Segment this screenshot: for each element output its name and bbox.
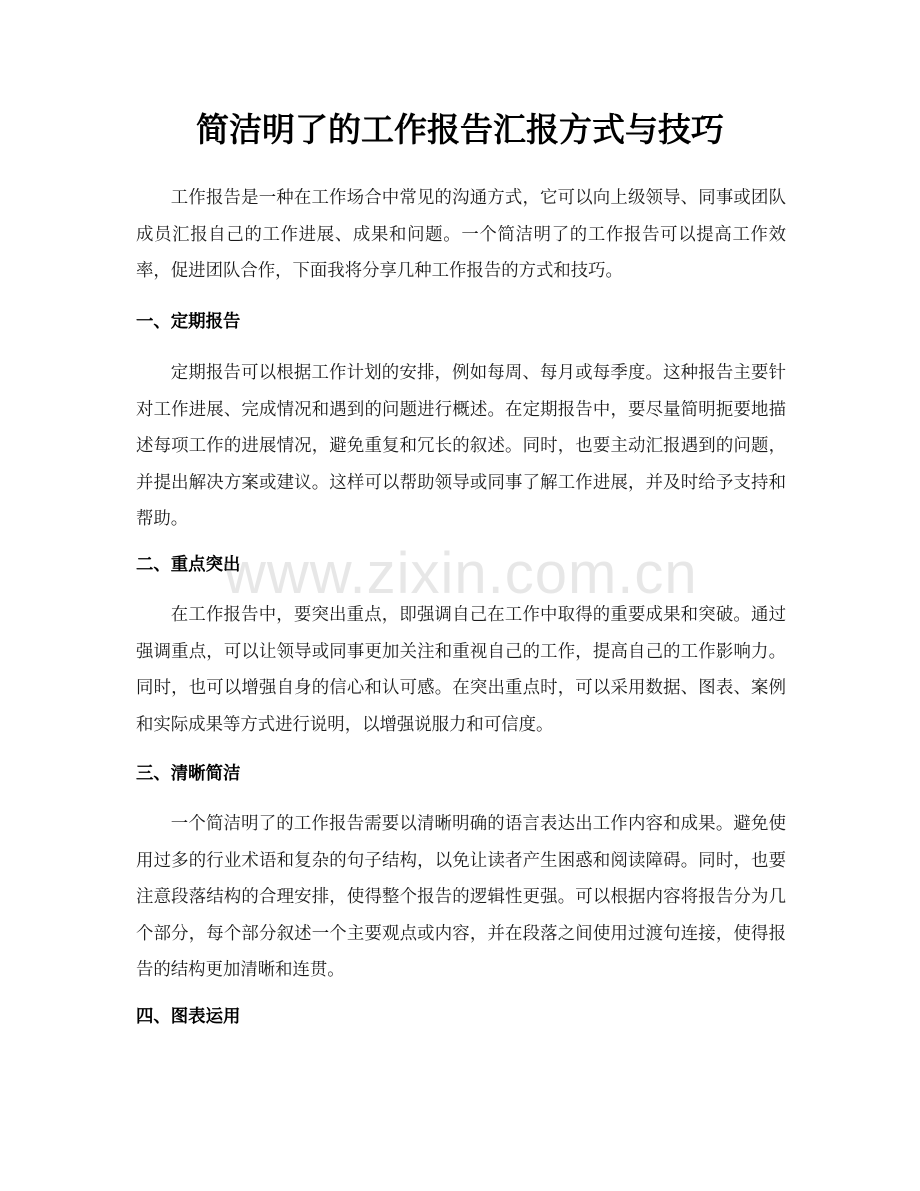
section-heading-2: 二、重点突出: [136, 555, 241, 575]
watermark: www.zixin.com.cn: [224, 541, 698, 606]
section-heading-3: 三、清晰简洁: [136, 764, 241, 784]
section-body-2: 在工作报告中，要突出重点，即强调自己在工作中取得的重要成果和突破。通过强调重点，可以让领导或同事更加关注和重视自己的工作，提高自己的工作影响力。同时，也可以增强自身的信心和认可感。在突出重点时，可以采用数据、图表、案例和实际成果等方式进行说明，以增强说服力和可信度。: [136, 605, 786, 735]
section-body-1: 定期报告可以根据工作计划的安排，例如每周、每月或每季度。这种报告主要针对工作进展、完成情况和遇到的问题进行概述。在定期报告中，要尽量简明扼要地描述每项工作的进展情况，避免重复和冗长的叙述。同时，也要主动汇报遇到的问题，并提出解决方案或建议。这样可以帮助领导或同事了解工作进展，并及时给予支持和帮助。: [136, 363, 786, 529]
section-heading-1: 一、定期报告: [136, 312, 241, 332]
section-body-3: 一个简洁明了的工作报告需要以清晰明确的语言表达出工作内容和成果。避免使用过多的行业术语和复杂的句子结构，以免让读者产生困惑和阅读障碍。同时，也要注意段落结构的合理安排，使得整个报告的逻辑性更强。可以根据内容将报告分为几个部分，每个部分叙述一个主要观点或内容，并在段落之间使用过渡句连接，使得报告的结构更加清晰和连贯。: [136, 814, 786, 980]
section-heading-4: 四、图表运用: [136, 1007, 241, 1027]
page-title: 简洁明了的工作报告汇报方式与技巧: [196, 110, 724, 149]
intro-paragraph: 工作报告是一种在工作场合中常见的沟通方式，它可以向上级领导、同事或团队成员汇报自己的工作进展、成果和问题。一个简洁明了的工作报告可以提高工作效率，促进团队合作，下面我将分享几种工作报告的方式和技巧。: [136, 188, 786, 281]
